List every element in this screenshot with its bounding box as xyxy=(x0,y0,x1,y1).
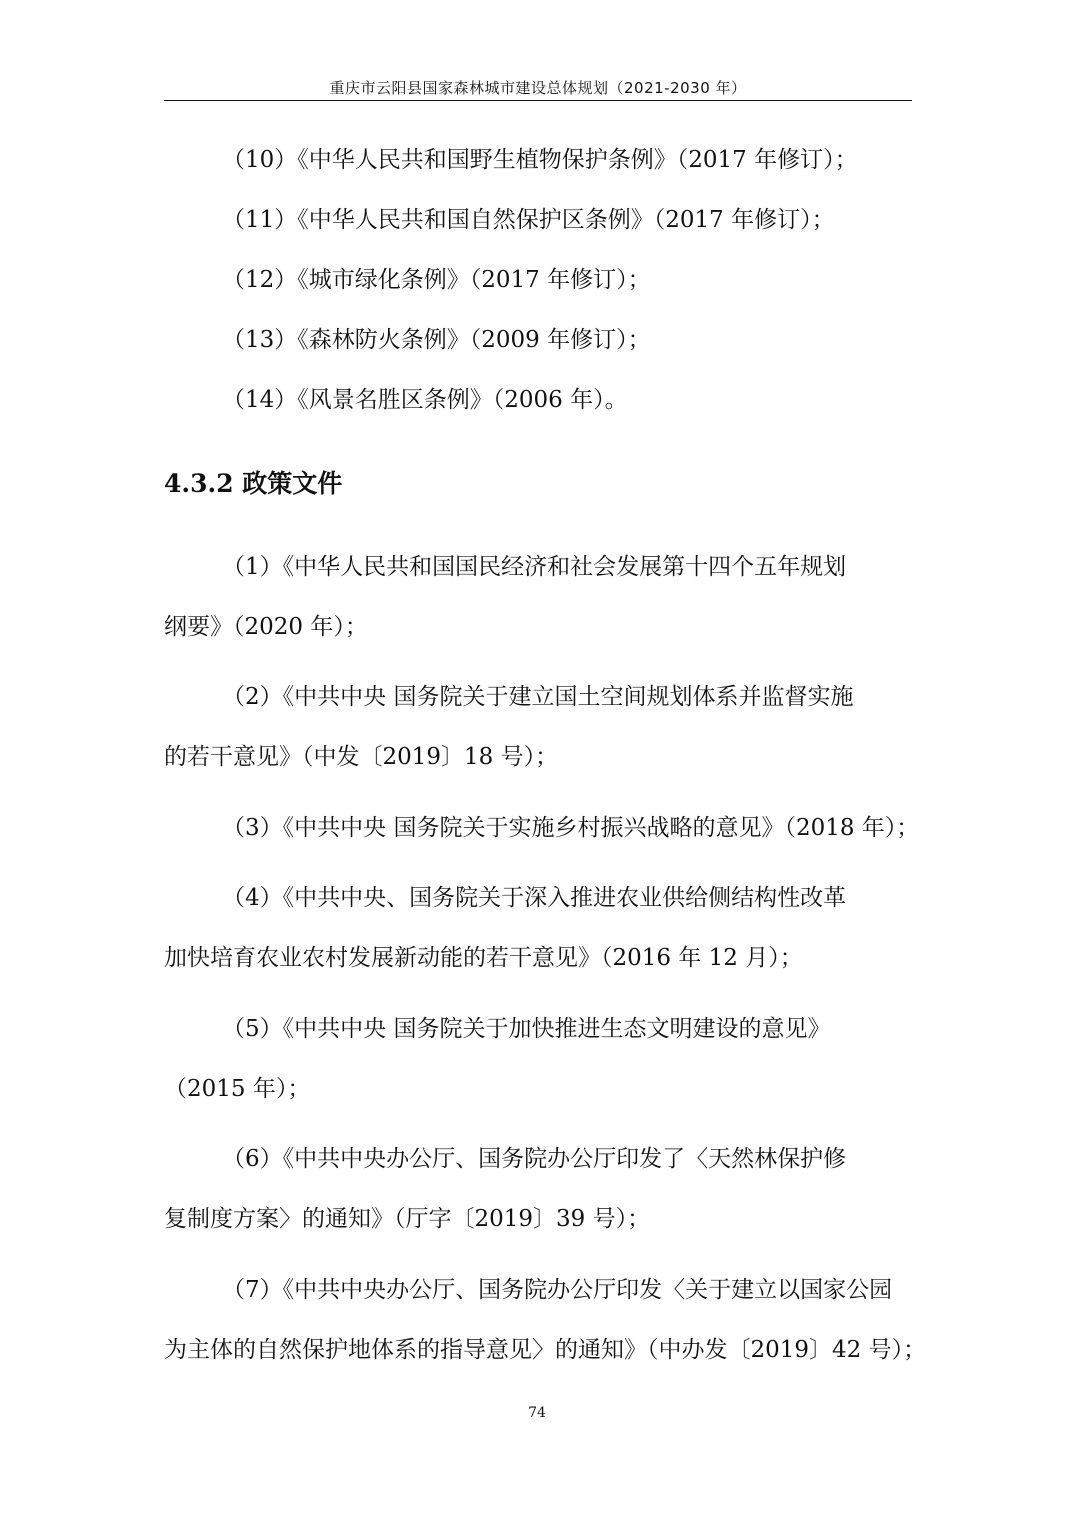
running-header: 重庆市云阳县国家森林城市建设总体规划（2021-2030 年） xyxy=(329,79,747,97)
policy-item-1-line-1: （1）《中华人民共和国国民经济和社会发展第十四个五年规划 xyxy=(222,554,847,580)
law-item-10: （10）《中华人民共和国野生植物保护条例》（2017 年修订）； xyxy=(222,147,858,173)
policy-item-7-line-1: （7）《中共中央办公厅、国务院办公厅印发〈关于建立以国家公园 xyxy=(222,1277,893,1303)
law-item-13: （13）《森林防火条例》（2009 年修订）； xyxy=(222,327,651,353)
policy-item-2-line-1: （2）《中共中央 国务院关于建立国土空间规划体系并监督实施 xyxy=(222,684,854,710)
law-item-14: （14）《风景名胜区条例》（2006 年）。 xyxy=(222,387,628,413)
section-heading: 4.3.2 政策文件 xyxy=(164,469,343,498)
policy-item-1-line-2: 纲要》（2020 年）； xyxy=(164,614,368,640)
header-rule xyxy=(164,100,912,101)
policy-item-3: （3）《中共中央 国务院关于实施乡村振兴战略的意见》（2018 年）； xyxy=(222,815,920,841)
policy-item-5-line-2: （2015 年）； xyxy=(164,1076,311,1102)
law-item-12: （12）《城市绿化条例》（2017 年修订）； xyxy=(222,267,651,293)
page-number: 74 xyxy=(528,1405,546,1421)
policy-item-2-line-2: 的若干意见》（中发〔2019〕18 号）； xyxy=(164,744,559,770)
policy-item-6-line-2: 复制度方案〉的通知》（厅字〔2019〕39 号）； xyxy=(164,1206,651,1232)
policy-item-4-line-2: 加快培育农业农村发展新动能的若干意见》（2016 年 12 月）； xyxy=(164,945,803,971)
policy-item-6-line-1: （6）《中共中央办公厅、国务院办公厅印发了〈天然林保护修 xyxy=(222,1146,847,1172)
policy-item-7-line-2: 为主体的自然保护地体系的指导意见〉的通知》（中办发〔2019〕42 号）； xyxy=(164,1337,927,1363)
law-item-11: （11）《中华人民共和国自然保护区条例》（2017 年修订）； xyxy=(222,207,835,233)
policy-item-5-line-1: （5）《中共中央 国务院关于加快推进生态文明建设的意见》 xyxy=(222,1016,831,1042)
policy-item-4-line-1: （4）《中共中央、国务院关于深入推进农业供给侧结构性改革 xyxy=(222,885,847,911)
